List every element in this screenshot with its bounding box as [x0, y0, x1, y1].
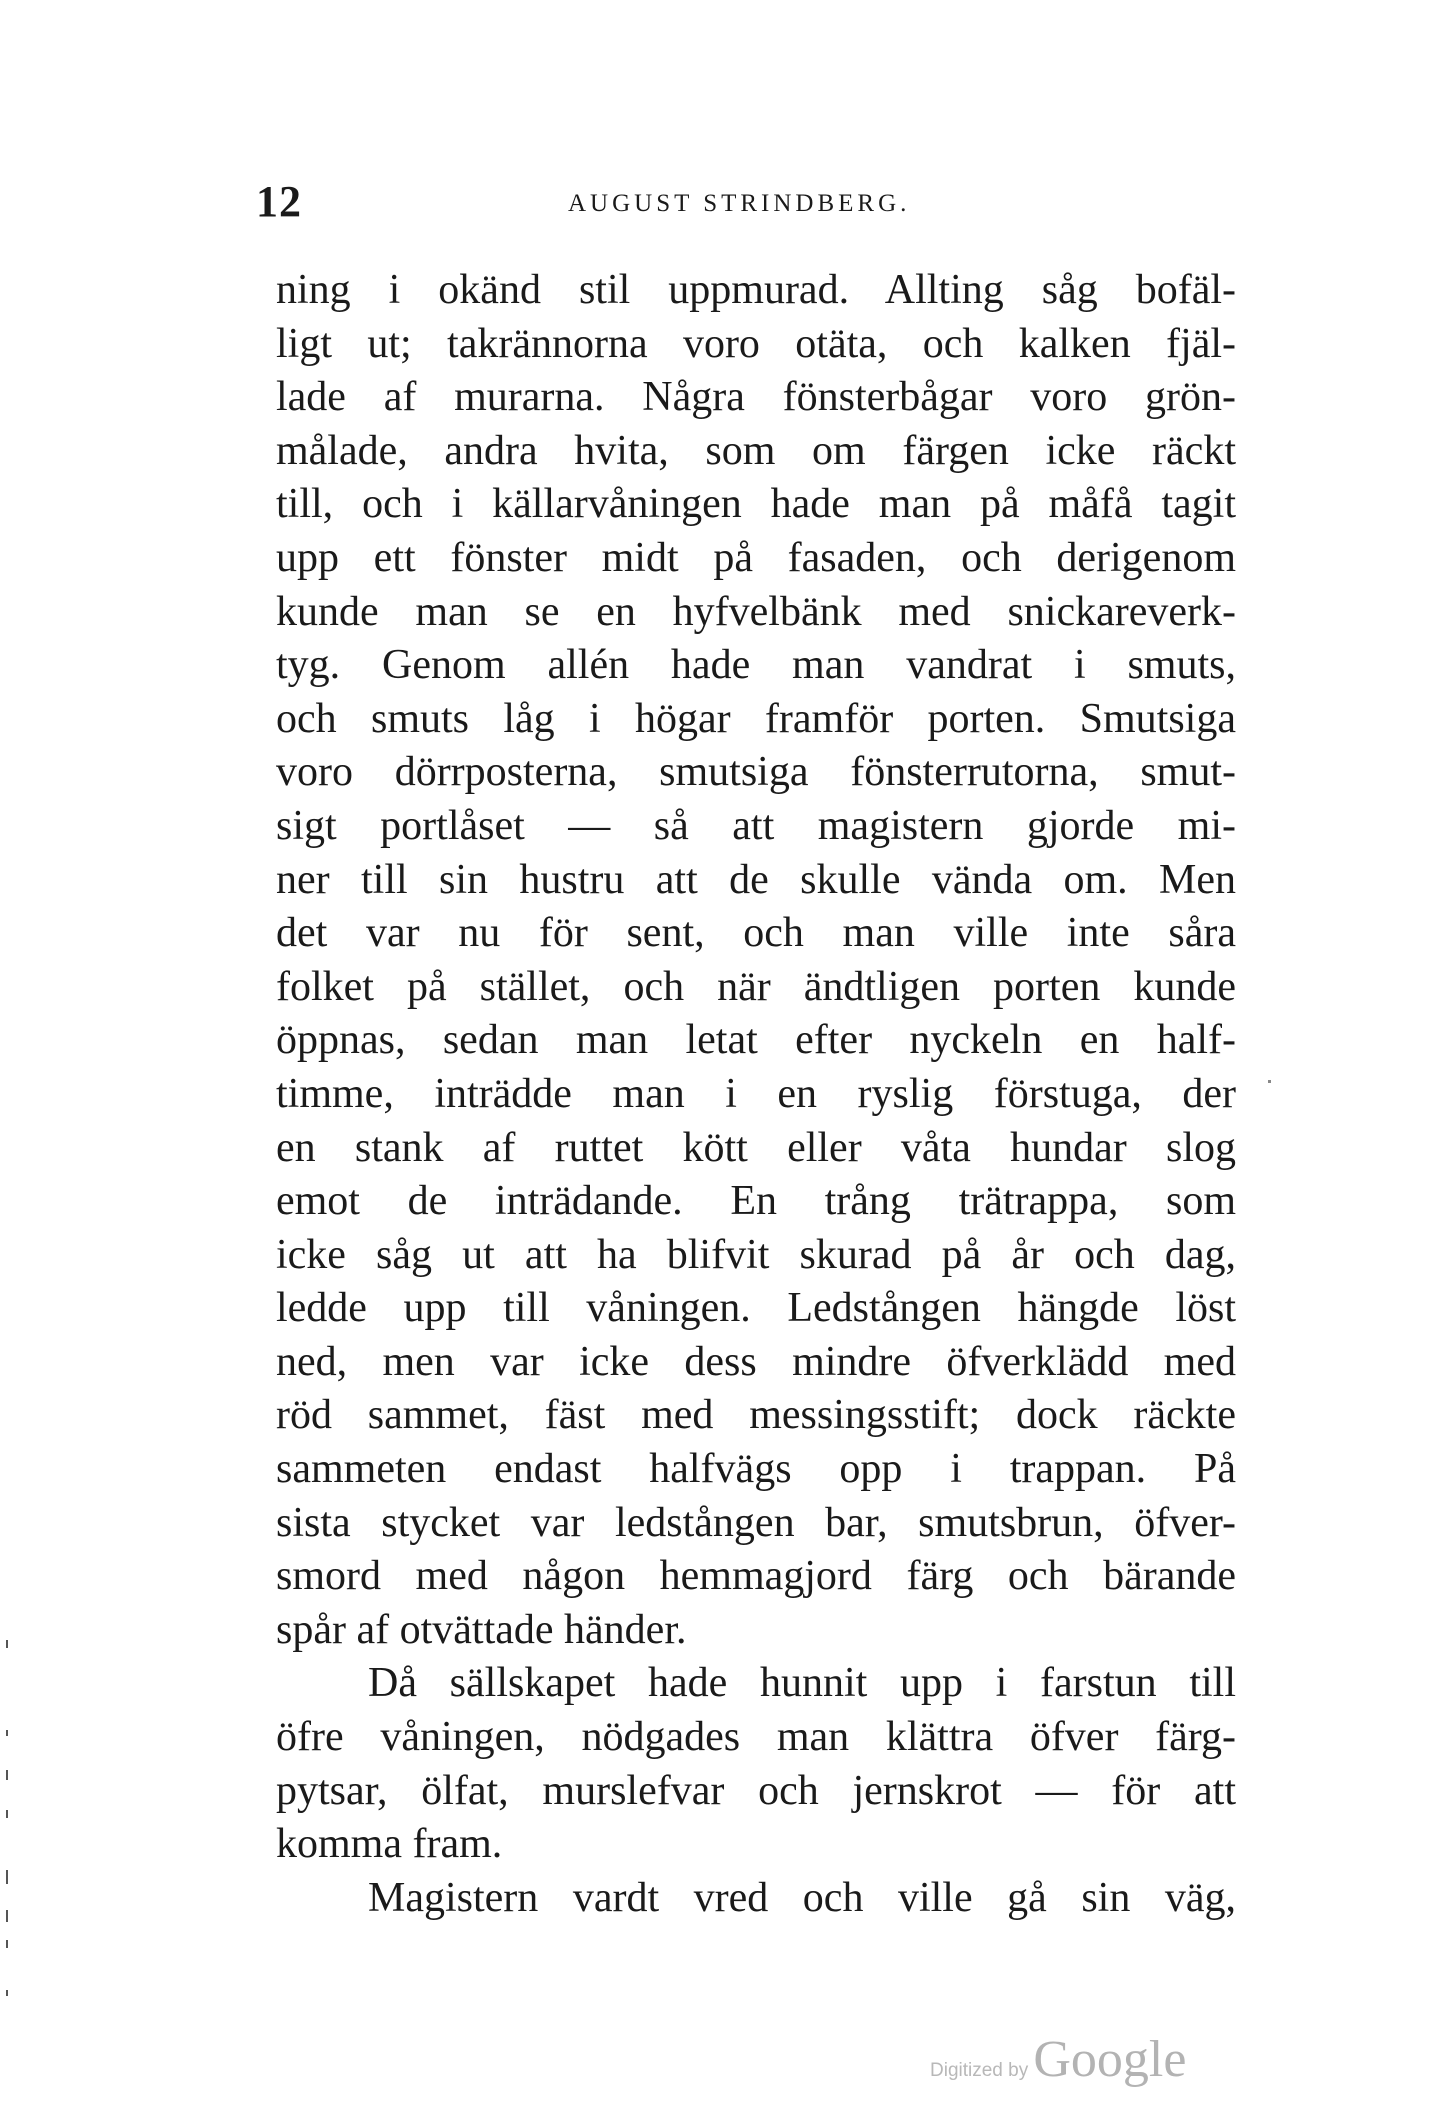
text-line: målade, andra hvita, som om färgen icke räckt — [276, 427, 1236, 474]
text-line: spår af otvättade händer. — [276, 1606, 687, 1653]
page-number: 12 — [256, 177, 302, 226]
scan-speck — [1268, 1080, 1271, 1083]
text-line: till, och i källarvåningen hade man på måfå tagit — [276, 481, 1236, 528]
body-text — [276, 264, 1236, 1925]
scan-mark — [6, 1810, 8, 1818]
text-line: och smuts låg i högar framför porten. Smutsiga — [276, 695, 1236, 742]
scan-mark — [6, 1870, 8, 1884]
text-line: ledde upp till våningen. Ledstången hängde löst — [276, 1285, 1236, 1332]
text-line: pytsar, ölfat, murslefvar och jernskrot — för att — [276, 1767, 1236, 1814]
text-line: Magistern vardt vred och ville gå sin väg, — [368, 1874, 1236, 1921]
text-line: voro dörrposterna, smutsiga fönsterrutorna, smut- — [276, 749, 1236, 796]
text-line: timme, inträdde man i en ryslig förstuga, der — [276, 1070, 1236, 1117]
text-line: ning i okänd stil uppmurad. Allting såg bofäl- — [276, 267, 1236, 313]
scan-mark — [6, 1990, 8, 1996]
text-line: öfre våningen, nödgades man klättra öfver färg- — [276, 1714, 1236, 1761]
scan-margin-marks — [4, 1640, 10, 2000]
scan-mark — [6, 1910, 8, 1922]
text-line: kunde man se en hyfvelbänk med snickareverk- — [276, 588, 1236, 635]
scan-mark — [6, 1640, 8, 1648]
watermark-prefix: Digitized by — [930, 2060, 1029, 2081]
scan-mark — [6, 1730, 8, 1736]
text-line: tyg. Genom allén hade man vandrat i smuts, — [276, 642, 1236, 689]
scan-mark — [6, 1940, 8, 1948]
text-line: ligt ut; takrännorna voro otäta, och kalken fjäl- — [276, 320, 1236, 367]
running-head: AUGUST STRINDBERG. — [568, 190, 911, 217]
scan-mark — [6, 1770, 8, 1780]
text-line: sista stycket var ledstången bar, smutsbrun, öfver- — [276, 1499, 1236, 1546]
text-line: lade af murarna. Några fönsterbågar voro grön- — [276, 374, 1236, 421]
text-line: öppnas, sedan man letat efter nyckeln en half- — [276, 1017, 1236, 1064]
text-line: icke såg ut att ha blifvit skurad på år och dag, — [276, 1231, 1236, 1278]
text-line: ner till sin hustru att de skulle vända om. Men — [276, 856, 1236, 903]
text-line: sammeten endast halfvägs opp i trappan. På — [276, 1446, 1236, 1493]
text-line: komma fram. — [276, 1821, 503, 1868]
text-line: upp ett fönster midt på fasaden, och derigenom — [276, 534, 1236, 581]
text-line: folket på stället, och när ändtligen porten kunde — [276, 963, 1236, 1010]
page-header — [256, 176, 1256, 236]
text-line: det var nu för sent, och man ville inte såra — [276, 910, 1236, 957]
text-line: röd sammet, fäst med messingsstift; dock räckte — [276, 1392, 1236, 1439]
text-line: en stank af ruttet kött eller våta hundar slog — [276, 1124, 1236, 1171]
text-line: emot de inträdande. En trång trätrappa, som — [276, 1178, 1236, 1225]
text-line: smord med någon hemmagjord färg och bärande — [276, 1553, 1236, 1600]
text-line: ned, men var icke dess mindre öfverklädd med — [276, 1338, 1236, 1385]
digitized-by-google-watermark — [930, 2030, 1186, 2100]
text-line: Då sällskapet hade hunnit upp i farstun till — [368, 1660, 1236, 1707]
google-logo: Google — [1033, 2031, 1187, 2088]
text-line: sigt portlåset — så att magistern gjorde mi- — [276, 802, 1236, 849]
